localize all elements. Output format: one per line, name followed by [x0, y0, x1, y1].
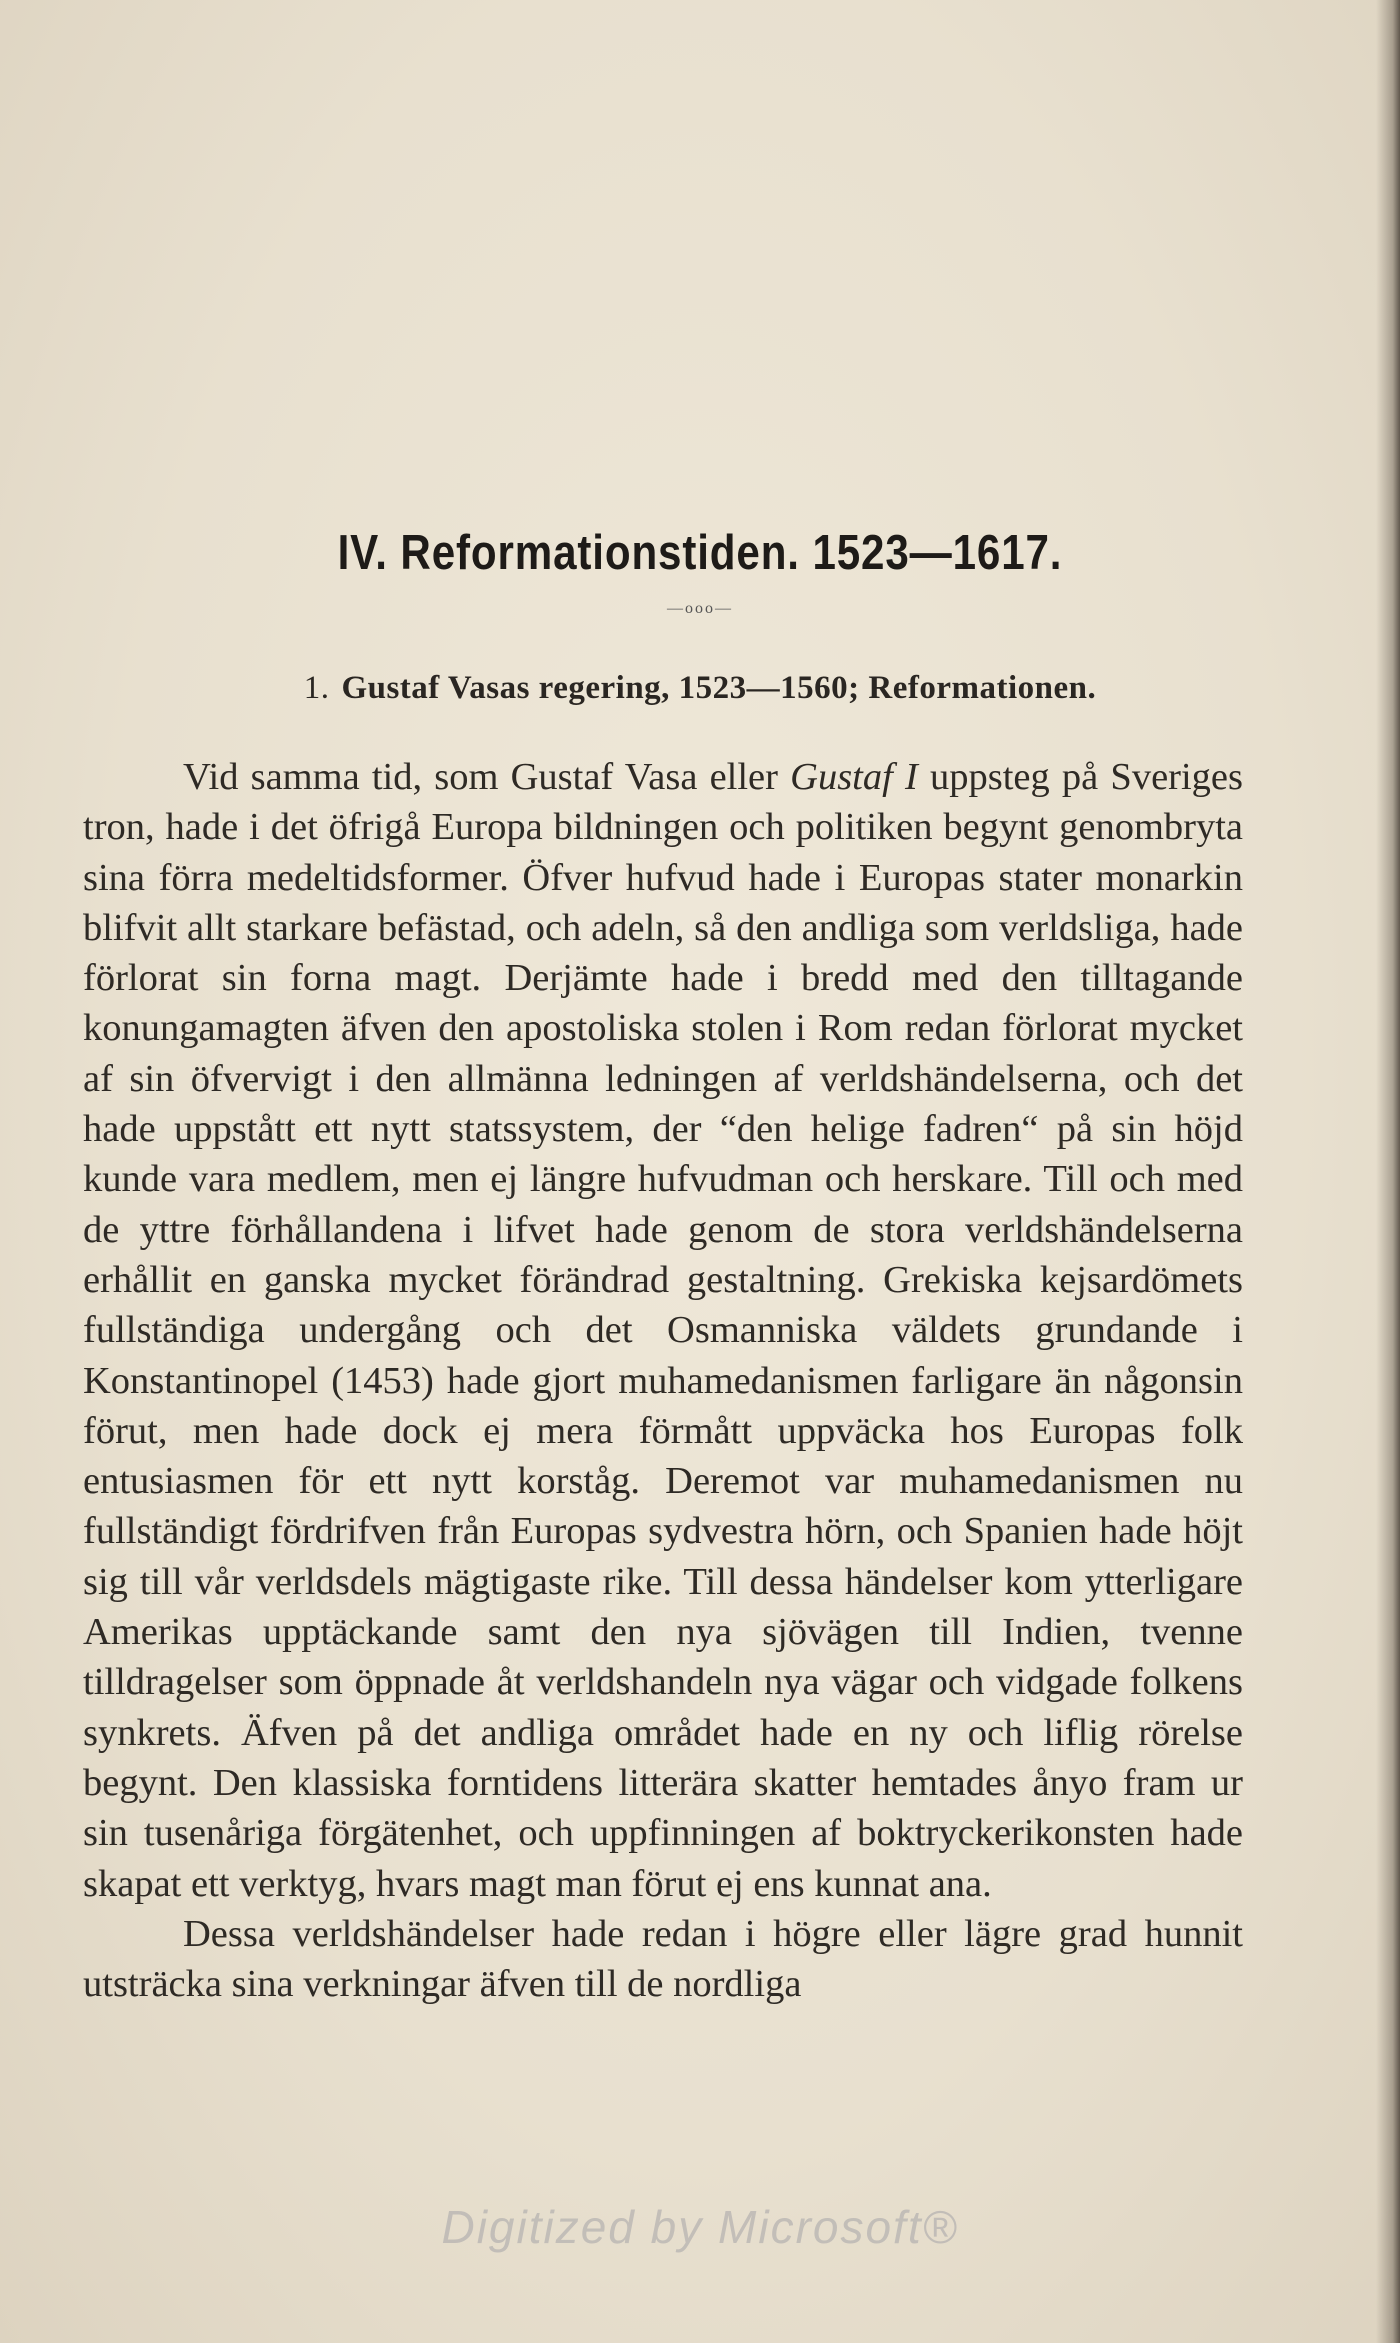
paragraph-1-start: Vid samma tid, som Gustaf Vasa eller	[183, 756, 791, 798]
paragraph-1-emphasis: Gustaf I	[790, 756, 918, 798]
section-number: 1.	[303, 670, 330, 706]
chapter-title: IV. Reformationstiden. 1523—1617.	[337, 526, 1063, 580]
title-ornament: —ooo—	[667, 600, 733, 617]
section-heading-text: Gustaf Vasas regering, 1523—1560; Reformationen.	[341, 670, 1097, 706]
paragraph-1	[83, 752, 1243, 1909]
section-heading	[0, 670, 1400, 707]
page-edge-shadow	[1376, 0, 1400, 2343]
paragraph-1-rest: uppsteg på Sveriges tron, hade i det öfrigå Europa bildningen och politiken begynt genombryta sina förra medeltidsformer. Öfver hufvud hade i Europas stater monarkin blifvit allt starkare befästad, och adeln, så den andliga som verldsliga, hade förlorat sin forna magt. Derjämte hade i bredd med den tilltagande konungamagten äfven den apostoliska stolen i Rom redan förlorat mycket af sin öfvervigt i den allmänna ledningen af verldshändelserna, och det hade uppstått ett nytt statssystem, der “den helige fadren“ på sin höjd kunde vara medlem, men ej längre hufvudman och herskare. Till och med de yttre förhållandena i lifvet hade genom de stora verldshändelserna erhållit en ganska mycket förändrad gestaltning. Grekiska kejsardömets fullständiga undergång och det Osmanniska väldets grundande i Konstantinopel (1453) hade gjort muhamedanismen farligare än någonsin förut, men hade dock ej mera förmått uppväcka hos Europas folk entusiasmen för ett nytt korståg. Deremot var muhamedanismen nu fullständigt fördrifven från Europas sydvestra hörn, och Spanien hade höjt sig till vår verldsdels mägtigaste rike. Till dessa händelser kom ytterligare Amerikas upptäckande samt den nya sjövägen till Indien, tvenne tilldragelser som öppnade åt verldshandeln nya vägar och vidgade folkens synkrets. Äfven på det andliga området hade en ny och liflig rörelse begynt. Den klassiska forntidens litterära skatter hemtades ånyo fram ur sin tusenåriga förgätenhet, och uppfinningen af boktryckerikonsten hade skapat ett verktyg, hvars magt man förut ej ens kunnat ana.	[83, 756, 1244, 1905]
paragraph-2: Dessa verldshändelser hade redan i högre eller lägre grad hunnit utsträcka sina verkningar äfven till de nordliga	[83, 1912, 1243, 2006]
digitization-watermark: Digitized by Microsoft®	[441, 2201, 959, 2253]
body-text	[83, 752, 1243, 2009]
